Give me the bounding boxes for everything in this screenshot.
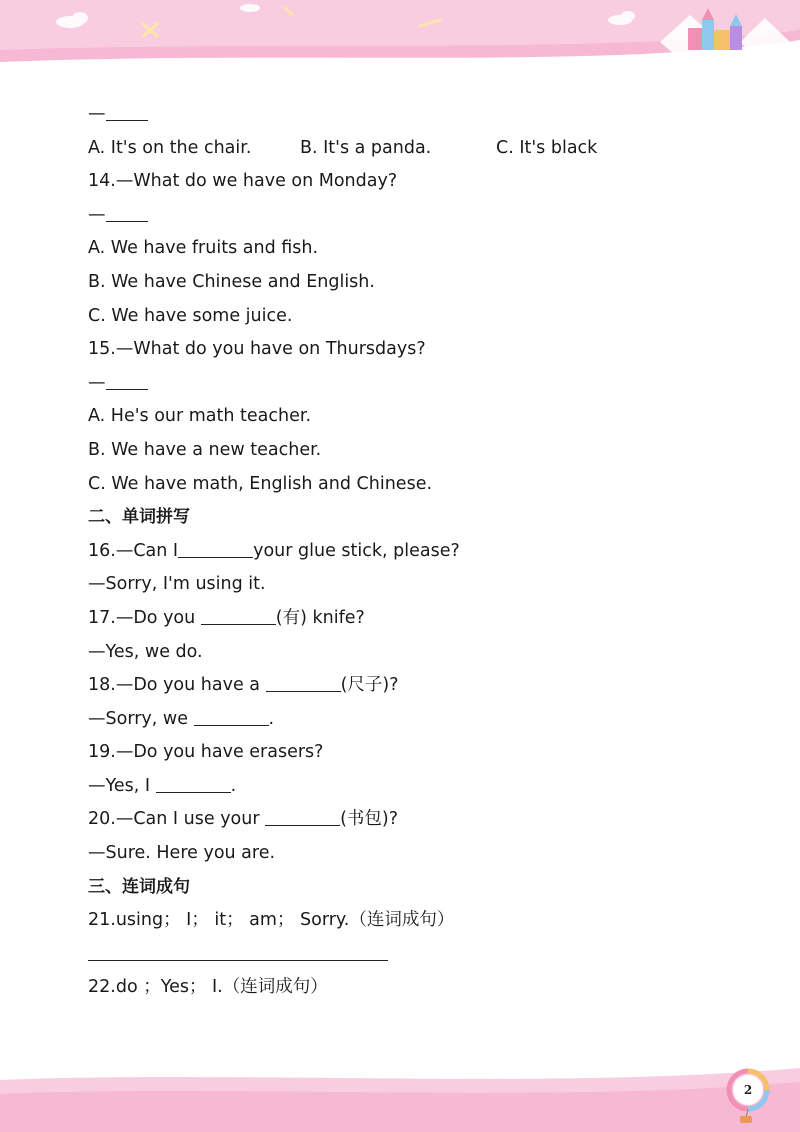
- question-16: 16.—Can I your glue stick, please?: [88, 540, 460, 561]
- q20-reply: —Sure. Here you are.: [88, 843, 276, 864]
- q14-option-a: A. We have fruits and fish.: [88, 238, 319, 259]
- answer-blank[interactable]: [201, 606, 276, 625]
- option-a: A. It's on the chair.: [88, 137, 252, 158]
- q13-options: [88, 132, 728, 166]
- answer-blank[interactable]: [88, 942, 388, 961]
- q14-option-b: B. We have Chinese and English.: [88, 271, 375, 292]
- answer-blank[interactable]: [265, 807, 340, 826]
- q15-option-b: B. We have a new teacher.: [88, 439, 322, 460]
- q15-answer-line: —: [88, 367, 728, 401]
- page-number: 2: [743, 1083, 753, 1097]
- answer-blank[interactable]: [194, 707, 269, 726]
- question-22: 22.do ；Yes； I.（连词成句）: [88, 977, 328, 998]
- section-3-title: 三、连词成句: [88, 876, 190, 897]
- answer-blank[interactable]: [156, 774, 231, 793]
- question-14: 14.—What do we have on Monday?: [88, 171, 398, 192]
- answer-blank[interactable]: [178, 539, 253, 558]
- q21-answer-line: [88, 938, 728, 972]
- worksheet-content: [88, 98, 728, 1005]
- option-c: C. It's black: [496, 137, 598, 158]
- q16-reply: —Sorry, I'm using it.: [88, 574, 266, 595]
- q15-option-c: C. We have math, English and Chinese.: [88, 473, 433, 494]
- q18-reply: —Sorry, we .: [88, 708, 275, 729]
- question-21: 21.using； I； it； am； Sorry.（连词成句）: [88, 910, 455, 931]
- q15-option-a: A. He's our math teacher.: [88, 406, 312, 427]
- question-19: 19.—Do you have erasers?: [88, 742, 324, 763]
- section-2-title: 二、单词拼写: [88, 507, 190, 528]
- answer-blank[interactable]: [106, 102, 148, 121]
- option-b: B. It's a panda.: [300, 137, 432, 158]
- answer-blank[interactable]: [106, 371, 148, 390]
- answer-blank[interactable]: [106, 203, 148, 222]
- question-20: 20.—Can I use your (书包)?: [88, 809, 399, 830]
- question-18: 18.—Do you have a (尺子)?: [88, 675, 399, 696]
- q14-answer-line: —: [88, 199, 728, 233]
- q13-answer-line: —: [88, 98, 728, 132]
- answer-blank[interactable]: [266, 673, 341, 692]
- question-15: 15.—What do you have on Thursdays?: [88, 339, 426, 360]
- q14-option-c: C. We have some juice.: [88, 305, 293, 326]
- q19-reply: —Yes, I .: [88, 775, 237, 796]
- header-banner: [0, 0, 800, 75]
- footer-banner: [0, 1060, 800, 1132]
- question-17: 17.—Do you (有) knife?: [88, 607, 365, 628]
- q17-reply: —Yes, we do.: [88, 641, 203, 662]
